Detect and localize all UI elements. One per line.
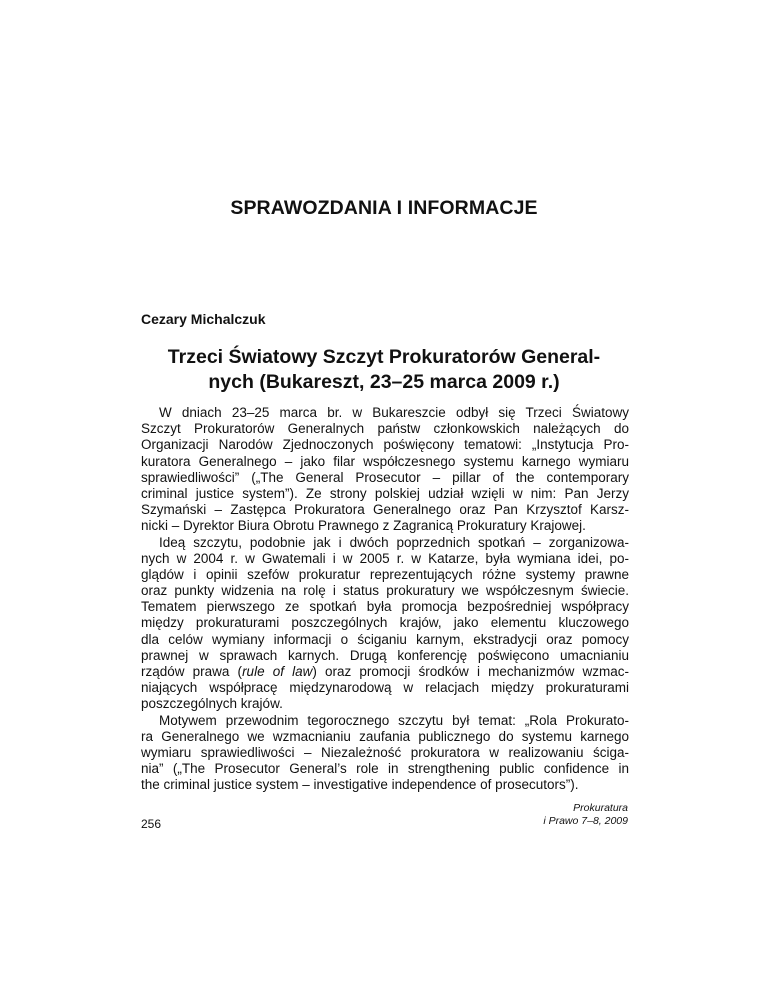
body-line: Tematem pierwszego ze spotkań była promocja bezpośredniej współpracy [141, 599, 629, 615]
author-name: Cezary Michalczuk [141, 311, 266, 327]
body-line: glądów i opinii szefów prokuratur reprezentujących różne systemy prawne [141, 566, 629, 582]
body-line: wymiaru sprawiedliwości – Niezależność prokuratora w realizowaniu ściga- [141, 744, 629, 760]
journal-name: Prokuratura [573, 802, 628, 814]
body-line: poszczególnych krajów. [141, 696, 283, 712]
body-line: kuratora Generalnego – jako filar współczesnego systemu karnego wymiaru [141, 453, 629, 469]
article-title-line: nych (Bukareszt, 23–25 marca 2009 r.) [208, 371, 560, 393]
italic-term: rule of law [242, 664, 313, 679]
body-line: sprawiedliwości” („The General Prosecutor – pillar of the contemporary [141, 469, 629, 485]
body-line: niających współpracę międzynarodową w relacjach między prokuraturami [141, 680, 629, 696]
body-line: Ideą szczytu, podobnie jak i dwóch poprzednich spotkań – zorganizowa- [159, 534, 629, 550]
journal-issue: i Prawo 7–8, 2009 [543, 815, 628, 827]
body-line: criminal justice system”). Ze strony polskiej udział wzięli w nim: Pan Jerzy [141, 485, 629, 501]
body-line: the criminal justice system – investigative independence of prosecutors”). [141, 777, 579, 793]
page-number: 256 [141, 817, 162, 831]
article-title-line: Trzeci Światowy Szczyt Prokuratorów General- [167, 346, 601, 368]
body-line: W dniach 23–25 marca br. w Bukareszcie odbył się Trzeci Światowy [159, 405, 629, 420]
body-line: nicki – Dyrektor Biura Obrotu Prawnego z Zagranicą Prokuratury Krajowej. [141, 518, 586, 534]
body-line: dla celów wymiany informacji o ściganiu karnym, ekstradycji oraz pomocy [141, 631, 629, 647]
body-line: prawnej w sprawach karnych. Drugą konferencję poświęcono umacnianiu [141, 647, 629, 663]
body-line: ra Generalnego we wzmacnianiu zaufania publicznego do systemu karnego [141, 728, 629, 744]
body-line: rządów prawa (rule of law) oraz promocji środków i mechanizmów wzmac- [141, 664, 629, 679]
section-title: SPRAWOZDANIA I INFORMACJE [230, 197, 538, 219]
body-line: Motywem przewodnim tegorocznego szczytu był temat: „Rola Prokurato- [159, 712, 629, 728]
article-body [141, 405, 629, 794]
body-line: nia” („The Prosecutor General’s role in strengthening public confidence in [141, 761, 629, 777]
body-line: nych w 2004 r. w Gwatemali i w 2005 r. w Katarze, była wymiana idei, po- [141, 550, 629, 566]
body-line: Szymański – Zastępca Prokuratora Generalnego oraz Pan Krzysztof Karsz- [141, 502, 629, 518]
body-line: między prokuraturami poszczególnych krajów, jako elementu kluczowego [141, 615, 629, 631]
body-line: Organizacji Narodów Zjednoczonych poświęcony tematowi: „Instytucja Pro- [141, 437, 629, 453]
article-title [130, 345, 638, 395]
body-line: oraz punkty widzenia na rolę i status prokuratury we współczesnym świecie. [141, 583, 629, 599]
journal-footer [543, 802, 628, 828]
body-line: Szczyt Prokuratorów Generalnych państw członkowskich należących do [141, 421, 629, 437]
